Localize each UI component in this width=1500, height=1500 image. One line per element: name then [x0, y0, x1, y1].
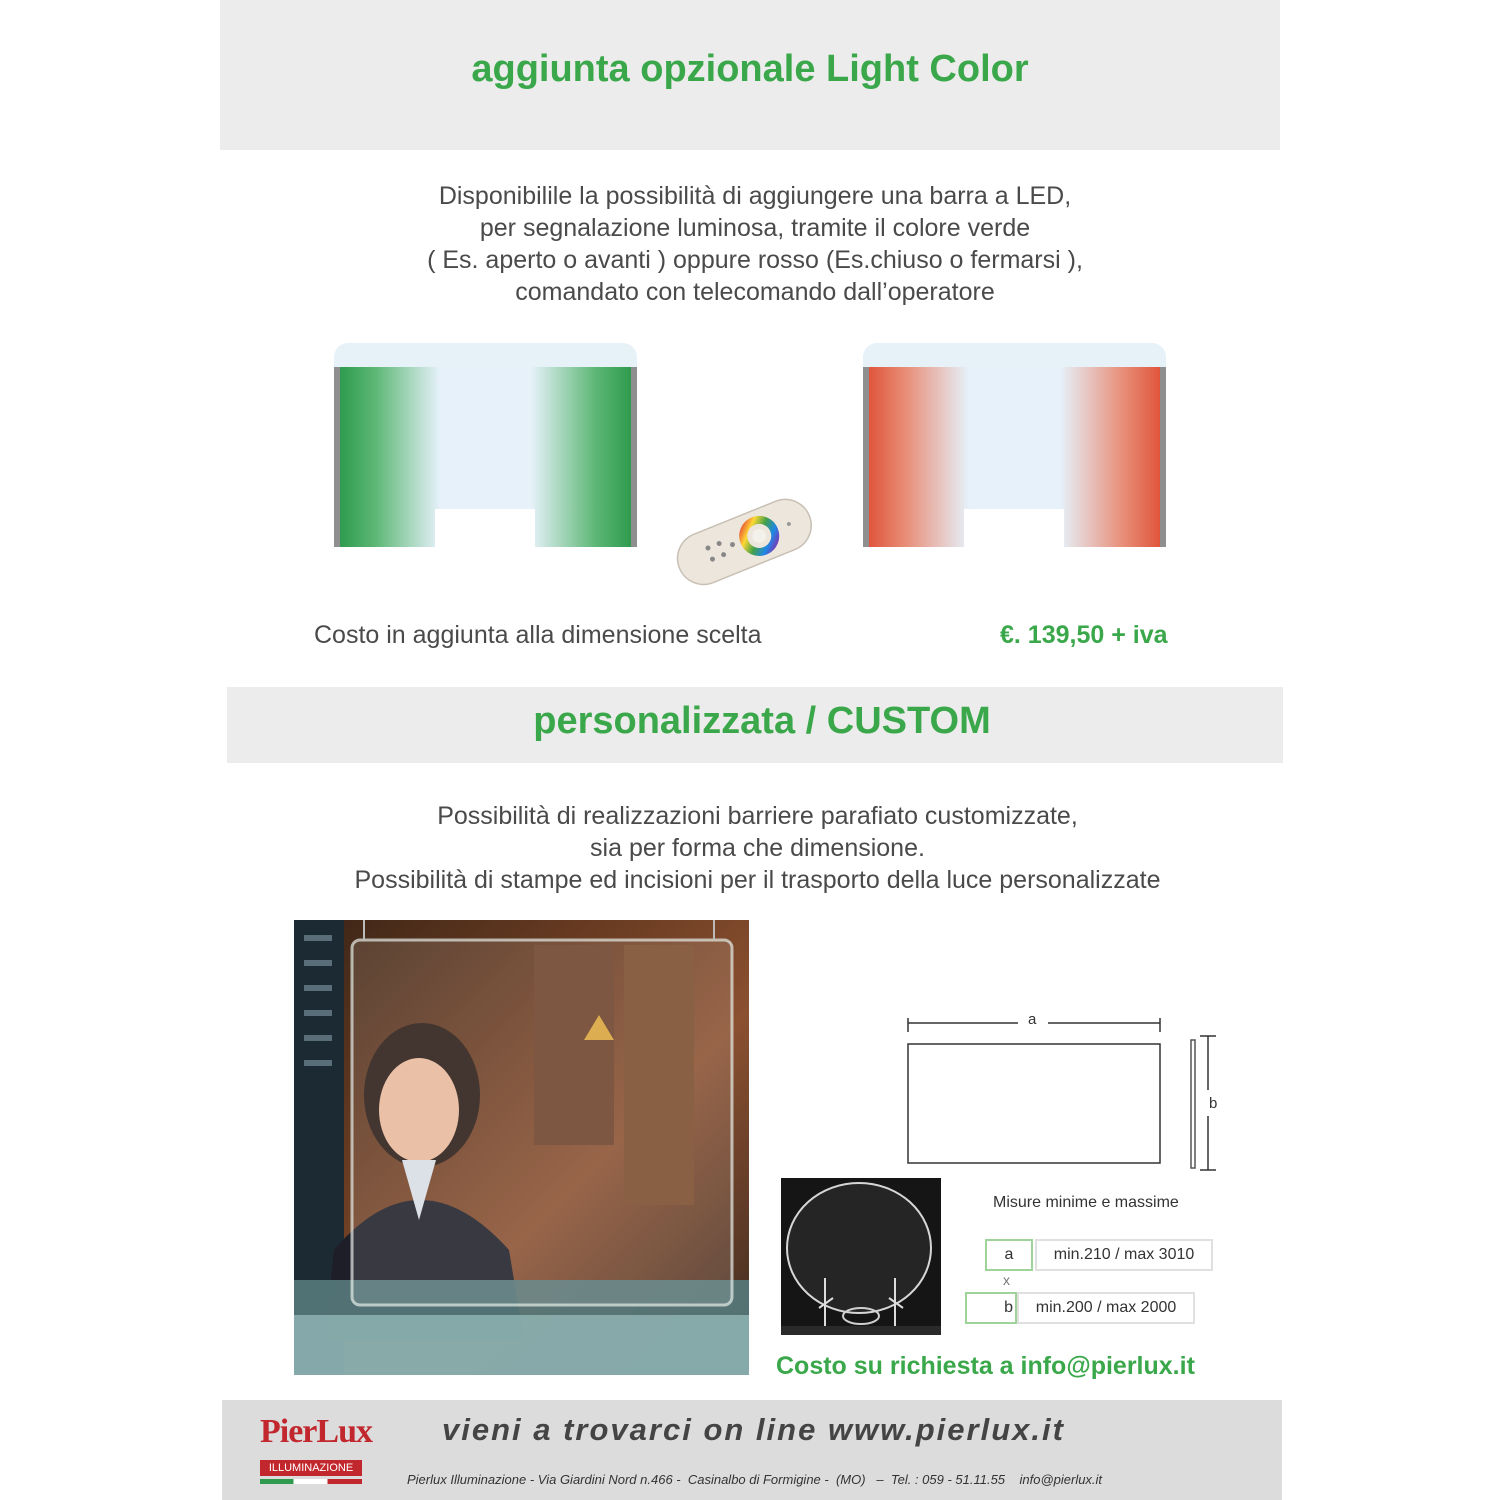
description-line: Disponibilile la possibilità di aggiungere una barra a LED,	[438, 182, 1072, 210]
description-line: Possibilità di stampe ed incisioni per il trasporto della luce personalizzate	[354, 866, 1161, 894]
remote-control-icon	[668, 486, 820, 596]
dimension-label-b: b	[1209, 1095, 1218, 1112]
red-led-panel-image	[863, 343, 1166, 547]
dimension-diagram	[900, 1010, 1230, 1180]
footer	[222, 1400, 1282, 1500]
pierlux-logo[interactable]	[260, 1412, 372, 1490]
section2-description	[220, 800, 1295, 896]
description-line: per segnalazione luminosa, tramite il colore verde	[479, 214, 1031, 242]
description-line: Possibilità di realizzazioni barriere parafiato customizzate,	[437, 802, 1078, 830]
section2-title: personalizzata / CUSTOM	[533, 700, 991, 742]
description-line: sia per forma che dimensione.	[590, 834, 925, 862]
sizes-title: Misure minime e massime	[993, 1194, 1179, 1211]
footer-address: Pierlux Illuminazione - Via Giardini Nord n.466 - Casinalbo di Formigine - (MO) – Tel. : 059 - 51.11.55 info@pierlux.it	[407, 1472, 1103, 1487]
round-barrier-photo	[781, 1178, 941, 1335]
dimension-label-a: a	[1028, 1011, 1037, 1028]
size-key-a: a	[985, 1239, 1033, 1271]
logo-text: PierLux	[260, 1413, 372, 1450]
section1-description	[220, 180, 1290, 308]
size-key-b: b	[965, 1292, 1017, 1324]
section1-title: aggiunta opzionale Light Color	[471, 48, 1029, 90]
description-line: ( Es. aperto o avanti ) oppure rosso (Es.chiuso o fermarsi ),	[427, 246, 1083, 274]
size-separator: x	[1003, 1272, 1010, 1288]
footer-tagline[interactable]: vieni a trovarci on line www.pierlux.it	[442, 1412, 1065, 1447]
description-line: comandato con telecomando dall’operatore	[515, 278, 995, 306]
size-value-b: min.200 / max 2000	[1017, 1292, 1195, 1324]
reception-barrier-photo	[294, 920, 749, 1375]
cost-label: Costo in aggiunta alla dimensione scelta	[314, 621, 762, 649]
logo-flag-stripe	[260, 1479, 362, 1484]
cost-request-link[interactable]: Costo su richiesta a info@pierlux.it	[776, 1352, 1195, 1380]
cost-value: €. 139,50 + iva	[1000, 621, 1168, 649]
size-value-a: min.210 / max 3010	[1035, 1239, 1213, 1271]
green-led-panel-image	[334, 343, 637, 547]
logo-subtitle: ILLUMINAZIONE	[260, 1460, 362, 1476]
